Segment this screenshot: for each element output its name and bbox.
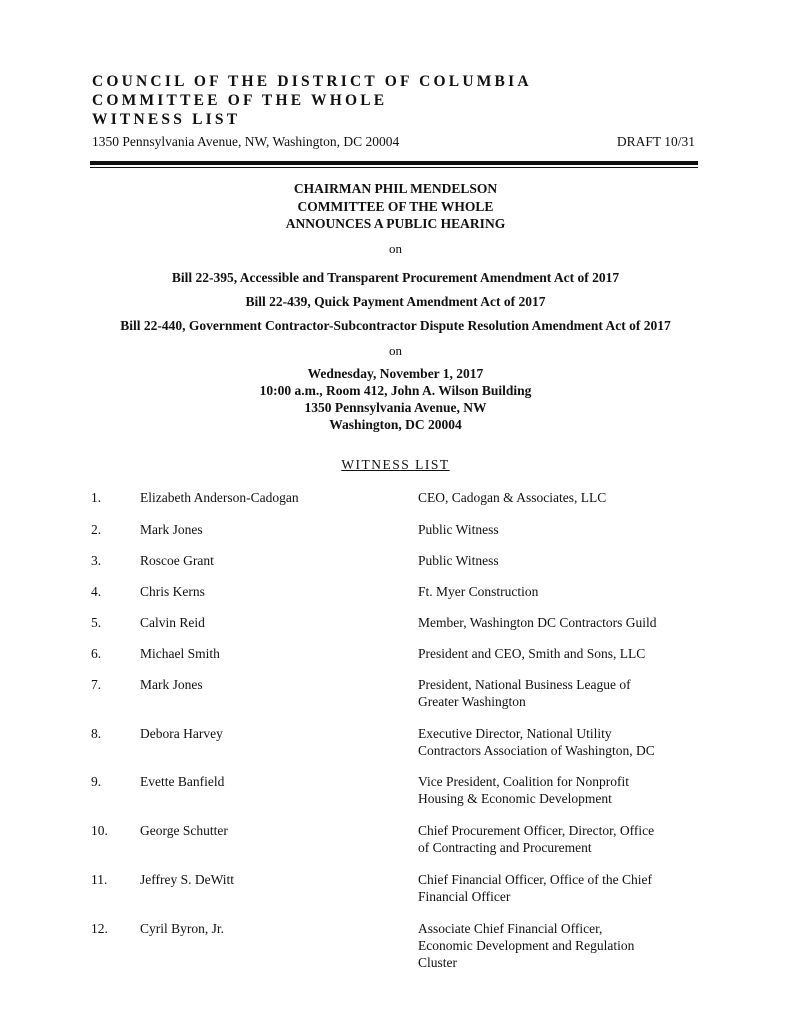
- witness-name: Calvin Reid: [140, 615, 205, 630]
- draft-label: DRAFT 10/31: [616, 134, 695, 149]
- hearing-street: 1350 Pennsylvania Avenue, NW: [304, 400, 487, 415]
- bill-title: Bill 22-439, Quick Payment Amendment Act of 2017: [245, 294, 546, 309]
- affiliation-line: Chief Procurement Officer, Director, Office: [418, 823, 655, 838]
- announcement-block: [0, 180, 791, 233]
- affiliation-line: Public Witness: [418, 522, 499, 537]
- affiliation-line: Greater Washington: [418, 694, 526, 709]
- witness-name: Roscoe Grant: [140, 553, 214, 568]
- address-row: [92, 134, 695, 150]
- witness-number: 6.: [91, 646, 102, 661]
- witness-number: 3.: [91, 553, 102, 568]
- affiliation-line: Contractors Association of Washington, DC: [418, 743, 655, 758]
- witness-number: 9.: [91, 774, 102, 789]
- affiliation-line: Public Witness: [418, 553, 499, 568]
- council-address: 1350 Pennsylvania Avenue, NW, Washington, DC 20004: [92, 134, 400, 149]
- witness-affiliation: [418, 489, 708, 506]
- witness-name: Cyril Byron, Jr.: [140, 921, 225, 936]
- council-name: COUNCIL OF THE DISTRICT OF COLUMBIA: [92, 73, 532, 90]
- affiliation-line: Cluster: [418, 955, 457, 970]
- witness-affiliation: [418, 920, 708, 971]
- affiliation-line: CEO, Cadogan & Associates, LLC: [418, 490, 607, 505]
- hearing-city: Washington, DC 20004: [329, 417, 462, 432]
- affiliation-line: of Contracting and Procurement: [418, 840, 592, 855]
- witness-name: Jeffrey S. DeWitt: [140, 872, 235, 887]
- document-type: WITNESS LIST: [92, 111, 241, 128]
- hearing-details: [0, 365, 791, 433]
- witness-number: 8.: [91, 726, 102, 741]
- affiliation-line: President and CEO, Smith and Sons, LLC: [418, 646, 646, 661]
- letterhead: [92, 72, 702, 129]
- witness-number: 11.: [91, 872, 108, 887]
- witness-name: Chris Kerns: [140, 584, 205, 599]
- committee-name: COMMITTEE OF THE WHOLE: [92, 92, 388, 109]
- witness-name: Elizabeth Anderson-Cadogan: [140, 490, 299, 505]
- witness-affiliation: [418, 871, 708, 905]
- hearing-time-room: 10:00 a.m., Room 412, John A. Wilson Building: [259, 383, 532, 398]
- witness-name: Debora Harvey: [140, 726, 223, 741]
- hearing-date: Wednesday, November 1, 2017: [307, 366, 484, 381]
- witness-number: 5.: [91, 615, 102, 630]
- witness-list-heading: WITNESS LIST: [341, 457, 450, 472]
- affiliation-line: Housing & Economic Development: [418, 791, 612, 806]
- witness-affiliation: [418, 676, 708, 710]
- affiliation-line: Associate Chief Financial Officer,: [418, 921, 603, 936]
- affiliation-line: Vice President, Coalition for Nonprofit: [418, 774, 630, 789]
- announcement-committee: COMMITTEE OF THE WHOLE: [297, 198, 494, 214]
- witness-number: 2.: [91, 522, 102, 537]
- witness-name: Mark Jones: [140, 677, 203, 692]
- bill-title: Bill 22-395, Accessible and Transparent Procurement Amendment Act of 2017: [171, 270, 620, 285]
- header-rule-thin: [90, 167, 698, 168]
- on-label: on: [389, 241, 402, 256]
- witness-number: 4.: [91, 584, 102, 599]
- witness-name: Evette Banfield: [140, 774, 225, 789]
- witness-affiliation: [418, 521, 708, 538]
- witness-number: 7.: [91, 677, 102, 692]
- witness-affiliation: [418, 583, 708, 600]
- affiliation-line: Ft. Myer Construction: [418, 584, 539, 599]
- announcement-chairman: CHAIRMAN PHIL MENDELSON: [293, 181, 498, 196]
- witness-name: Michael Smith: [140, 646, 220, 661]
- witness-number: 1.: [91, 490, 102, 505]
- affiliation-line: Financial Officer: [418, 889, 511, 904]
- affiliation-line: Chief Financial Officer, Office of the Chief: [418, 872, 653, 887]
- witness-name: George Schutter: [140, 823, 228, 838]
- witness-number: 12.: [91, 921, 108, 936]
- affiliation-line: Executive Director, National Utility: [418, 726, 612, 741]
- witness-affiliation: [418, 552, 708, 569]
- header-rule-thick: [90, 161, 698, 165]
- on-label: on: [389, 343, 402, 358]
- witness-affiliation: [418, 614, 708, 631]
- affiliation-line: Economic Development and Regulation: [418, 938, 635, 953]
- witness-affiliation: [418, 773, 708, 807]
- witness-affiliation: [418, 645, 708, 662]
- witness-number: 10.: [91, 823, 108, 838]
- announcement-hearing: ANNOUNCES A PUBLIC HEARING: [285, 216, 506, 231]
- affiliation-line: President, National Business League of: [418, 677, 631, 692]
- witness-name: Mark Jones: [140, 522, 203, 537]
- affiliation-line: Member, Washington DC Contractors Guild: [418, 615, 657, 630]
- witness-affiliation: [418, 822, 708, 856]
- bill-title: Bill 22-440, Government Contractor-Subcontractor Dispute Resolution Amendment Act of 2017: [120, 318, 671, 333]
- witness-affiliation: [418, 725, 708, 759]
